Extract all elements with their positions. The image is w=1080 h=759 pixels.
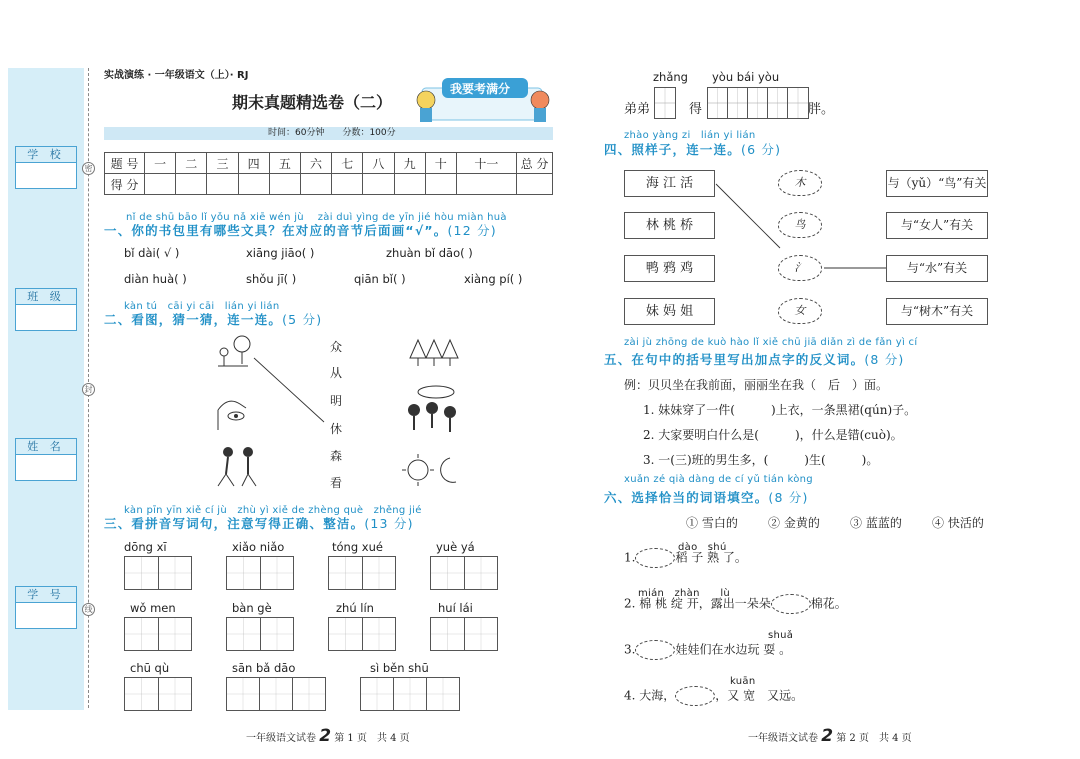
s3-pinyin: yuè yá <box>436 540 475 554</box>
writing-grid[interactable] <box>124 677 192 711</box>
section4-score: (6 分) <box>741 142 782 157</box>
tr-box2[interactable] <box>707 87 809 119</box>
section1-title-text: 一、你的书包里有哪些文具？在对应的音节后面画“√”。 <box>104 223 448 238</box>
score-input[interactable] <box>238 174 269 195</box>
page-title: 期末真题精选卷（二） <box>232 93 393 112</box>
s4-left-box[interactable]: 林 桃 桥 <box>624 212 715 239</box>
s6-question-3 <box>624 640 791 660</box>
s3-pinyin: sì běn shū <box>370 661 429 675</box>
tr-pinyin2: yòu bái yòu <box>712 70 780 84</box>
s6-q2-text2: 棉花。 <box>810 596 847 611</box>
s3-pinyin: dōng xī <box>124 540 167 554</box>
score-cell: 十 <box>425 153 456 174</box>
s4-radical-cloud[interactable]: 鸟 <box>778 212 822 238</box>
score-input[interactable] <box>269 174 300 195</box>
s6-question-4 <box>624 686 803 706</box>
score-input[interactable] <box>332 174 363 195</box>
s2-char[interactable]: 休 <box>330 422 343 436</box>
section5-title <box>604 350 905 368</box>
section6-score: (8 分) <box>768 490 809 505</box>
s6-answer-oval[interactable] <box>771 594 811 614</box>
section3-score: (13 分) <box>364 516 414 531</box>
s3-pinyin: wǒ men <box>130 601 176 615</box>
children-picture <box>218 447 256 486</box>
s2-char[interactable]: 从 <box>330 366 343 380</box>
score-value-row <box>105 174 553 195</box>
section2-score: (5 分) <box>282 312 323 327</box>
tr-box1[interactable] <box>654 87 676 119</box>
s6-option: ① 雪白的 <box>686 516 738 530</box>
cut-mark-xian: 线 <box>82 603 95 616</box>
s6-q3-text: 娃娃们在水边玩 耍 。 <box>675 642 792 657</box>
s1-item[interactable]: zhuàn bǐ dāo( ) <box>386 246 473 260</box>
s4-example-lines <box>714 180 889 290</box>
footer-left <box>246 726 410 746</box>
s2-char[interactable]: 看 <box>330 476 343 490</box>
s1-item[interactable]: xiàng pí( ) <box>464 272 523 286</box>
footer-left-page: 第 1 页 共 4 页 <box>334 733 410 744</box>
s6-option: ④ 快活的 <box>932 516 984 530</box>
s6-q1-text: 稻 子 熟 了。 <box>675 550 747 565</box>
score-cell: 四 <box>238 153 269 174</box>
s4-right-box[interactable]: 与（yǔ）“鸟”有关 <box>886 170 988 197</box>
s6-q3-num: 3. <box>624 642 636 657</box>
s6-q4-pinyin: kuān <box>730 676 756 687</box>
s3-pinyin: huí lái <box>438 601 473 615</box>
section1-score: (12 分) <box>447 223 497 238</box>
s2-char[interactable]: 森 <box>330 449 343 463</box>
s6-option: ② 金黄的 <box>768 516 820 530</box>
section4-title-text: 四、照样子，连一连。 <box>604 142 742 157</box>
score-input[interactable] <box>394 174 425 195</box>
school-field[interactable] <box>15 162 77 189</box>
s1-item[interactable]: diàn huà( ) <box>124 272 187 286</box>
score-input[interactable] <box>517 174 553 195</box>
score-table <box>104 152 553 195</box>
section4-title <box>604 140 781 158</box>
score-input[interactable] <box>176 174 207 195</box>
badge-illustration <box>412 70 552 126</box>
s2-char[interactable]: 众 <box>330 340 343 354</box>
score-input[interactable] <box>300 174 331 195</box>
sun-moon-picture <box>402 454 456 486</box>
writing-grid[interactable] <box>328 556 396 590</box>
s1-item[interactable]: qiān bǐ( ) <box>354 272 406 286</box>
s4-radical-cloud[interactable]: 木 <box>778 170 822 196</box>
s5-item[interactable]: 3. 一(三)班的男生多，( )生( )。 <box>643 453 879 467</box>
s6-q4-text2: ，又 宽 又远。 <box>715 688 804 703</box>
section3-title <box>104 514 414 532</box>
writing-grid[interactable] <box>430 617 498 651</box>
score-cell: 七 <box>332 153 363 174</box>
section1-pinyin: nǐ de shū bāo lǐ yǒu nǎ xiē wén jù zài duì yìng de yīn jié hòu miàn huà <box>126 212 507 223</box>
score-cell: 十一 <box>456 153 516 174</box>
writing-grid[interactable] <box>226 556 294 590</box>
s6-question-1 <box>624 548 747 568</box>
footer-left-number: 2 <box>319 726 332 746</box>
s1-item[interactable]: bǐ dài( √ ) <box>124 246 180 260</box>
s6-option: ③ 蓝蓝的 <box>850 516 902 530</box>
section3-title-text: 三、看拼音写词句，注意写得正确、整洁。 <box>104 516 365 531</box>
s6-q1-pinyin: dào shú <box>678 542 727 553</box>
s6-answer-oval[interactable] <box>635 548 675 568</box>
section6-pinyin: xuǎn zé qià dàng de cí yǔ tián kòng <box>624 474 813 485</box>
s4-left-box[interactable]: 鸭 鸦 鸡 <box>624 255 715 282</box>
score-input[interactable] <box>456 174 516 195</box>
section4-pinyin: zhào yàng zi lián yi lián <box>624 130 756 141</box>
person-tree-picture <box>218 336 250 366</box>
score-cell: 题 号 <box>105 153 145 174</box>
score-input[interactable] <box>207 174 238 195</box>
writing-grid[interactable] <box>124 617 192 651</box>
s3-pinyin: tóng xué <box>332 540 383 554</box>
s6-question-2 <box>624 594 847 614</box>
s6-answer-oval[interactable] <box>635 640 675 660</box>
s3-pinyin: chū qù <box>130 661 170 675</box>
section5-title-text: 五、在句中的括号里写出加点字的反义词。 <box>604 352 865 367</box>
footer-right-page: 第 2 页 共 4 页 <box>836 733 912 744</box>
score-input[interactable] <box>145 174 176 195</box>
score-cell: 总 分 <box>517 153 553 174</box>
writing-grid[interactable] <box>328 617 396 651</box>
s1-item[interactable]: xiāng jiāo( ) <box>246 246 315 260</box>
writing-grid[interactable] <box>360 677 460 711</box>
writing-grid[interactable] <box>226 617 294 651</box>
section2-pinyin: kàn tú cāi yi cāi lián yi lián <box>124 301 280 312</box>
class-field[interactable] <box>15 304 77 331</box>
eye-hand-picture <box>218 401 246 430</box>
badge-text: 我要考满分 <box>450 82 511 96</box>
s4-left-box[interactable]: 海 江 活 <box>624 170 715 197</box>
section3-pinyin: kàn pīn yīn xiě cí jù zhù yì xiě de zhèng què zhěng jié <box>124 505 422 516</box>
tr-text2: 得 <box>689 102 703 117</box>
score-row-label: 得 分 <box>105 174 145 195</box>
class-label: 班 级 <box>15 288 77 304</box>
crowd-picture <box>408 386 456 432</box>
s5-item[interactable]: 2. 大家要明白什么是( )，什么是错(cuò)。 <box>643 428 903 442</box>
tr-text1: 弟弟 <box>624 102 651 117</box>
s5-item[interactable]: 1. 妹妹穿了一件( )上衣，一条黑裙(qún)子。 <box>643 403 917 417</box>
footer-right-number: 2 <box>821 726 834 746</box>
footer-right <box>748 726 912 746</box>
score-header-row <box>105 153 553 174</box>
section5-pinyin: zài jù zhōng de kuò hào lǐ xiě chū jiā diǎn zì de fǎn yì cí <box>624 337 918 348</box>
section2-title-text: 二、看图，猜一猜，连一连。 <box>104 312 283 327</box>
s3-pinyin: bàn gè <box>232 601 272 615</box>
s4-radical-cloud[interactable]: 女 <box>778 298 822 324</box>
trees-picture <box>410 340 458 366</box>
s3-pinyin: xiǎo niǎo <box>232 540 285 554</box>
s3-pinyin: sān bǎ dāo <box>232 661 296 675</box>
section2-title <box>104 310 322 328</box>
cut-mark-feng: 封 <box>82 383 95 396</box>
s6-q1-num: 1. <box>624 550 636 565</box>
s3-pinyin: zhú lín <box>336 601 374 615</box>
cut-mark-mi: 密 <box>82 162 95 175</box>
writing-grid[interactable] <box>124 556 192 590</box>
number-label: 学 号 <box>15 586 77 602</box>
s4-left-box[interactable]: 妹 妈 姐 <box>624 298 715 325</box>
writing-grid[interactable] <box>226 677 326 711</box>
time-info: 时间：60分钟 分数：100分 <box>268 128 396 138</box>
school-label: 学 校 <box>15 146 77 162</box>
tr-pinyin1: zhǎng <box>653 70 688 84</box>
answer-line <box>254 358 324 422</box>
s4-radical-cloud[interactable]: 氵 <box>778 255 822 281</box>
score-cell: 三 <box>207 153 238 174</box>
s6-answer-oval[interactable] <box>675 686 715 706</box>
s6-q2-text1: 2. 棉 桃 绽 开，露出一朵朵 <box>624 596 771 611</box>
score-input[interactable] <box>425 174 456 195</box>
s4-right-box[interactable]: 与“女人”有关 <box>886 212 988 239</box>
s2-char[interactable]: 明 <box>330 394 343 408</box>
s4-right-box[interactable]: 与“水”有关 <box>886 255 988 282</box>
s6-q3-pinyin: shuǎ <box>768 630 794 641</box>
score-input[interactable] <box>363 174 394 195</box>
s6-q2-pinyin: mián zhàn lù <box>638 588 731 599</box>
footer-right-subject: 一年级语文试卷 <box>748 733 818 744</box>
tr-text3: 胖。 <box>808 102 835 117</box>
score-cell: 一 <box>145 153 176 174</box>
series-label: 实战演练 · 一年级语文（上）· RJ <box>104 70 249 81</box>
score-cell: 六 <box>300 153 331 174</box>
footer-left-subject: 一年级语文试卷 <box>246 733 316 744</box>
score-cell: 二 <box>176 153 207 174</box>
s4-right-box[interactable]: 与“树木”有关 <box>886 298 988 325</box>
s5-example: 例：贝贝坐在我前面，丽丽坐在我（ 后 ）面。 <box>624 378 889 392</box>
name-label: 姓 名 <box>15 438 77 454</box>
score-cell: 八 <box>363 153 394 174</box>
section5-score: (8 分) <box>864 352 905 367</box>
name-field[interactable] <box>15 454 77 481</box>
section6-title-text: 六、选择恰当的词语填空。 <box>604 490 769 505</box>
section6-title <box>604 488 809 506</box>
writing-grid[interactable] <box>430 556 498 590</box>
score-cell: 九 <box>394 153 425 174</box>
s1-item[interactable]: shǒu jī( ) <box>246 272 297 286</box>
number-field[interactable] <box>15 602 77 629</box>
score-cell: 五 <box>269 153 300 174</box>
binding-strip <box>8 68 84 710</box>
s6-q4-text1: 4. 大海， <box>624 688 676 703</box>
section1-title <box>104 221 497 239</box>
